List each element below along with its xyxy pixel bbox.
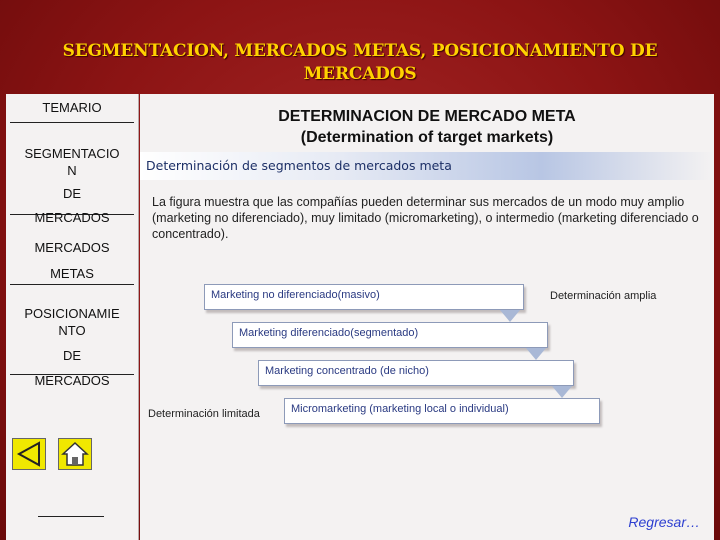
sidebar-item-segmentacion[interactable]: SEGMENTACIO: [24, 146, 120, 161]
sidebar-item-mercados-metas[interactable]: MERCADOS: [34, 240, 110, 255]
step-label: Marketing diferenciado(segmentado): [239, 327, 419, 339]
step-differentiated: [232, 322, 548, 348]
step-undifferentiated: [204, 284, 524, 310]
down-arrow-icon: [552, 386, 572, 398]
down-arrow-icon: [500, 310, 520, 322]
step-label: Micromarketing (marketing local o individual): [291, 403, 509, 415]
home-icon: [59, 439, 91, 469]
sidebar-item-de[interactable]: DE: [62, 186, 82, 201]
section-heading-title: DETERMINACION DE MERCADO META: [278, 108, 576, 125]
regresar-link[interactable]: Regresar…: [628, 514, 700, 530]
divider: [10, 122, 134, 123]
sidebar-item-de-2[interactable]: DE: [62, 348, 82, 363]
sidebar-heading: TEMARIO: [42, 100, 102, 115]
main-panel: [140, 94, 714, 540]
note-limited: Determinación limitada: [148, 408, 260, 420]
step-label: Marketing concentrado (de nicho): [265, 365, 429, 377]
note-broad: Determinación amplia: [550, 290, 657, 302]
sidebar-item-metas[interactable]: METAS: [50, 266, 94, 281]
back-arrow-icon: [13, 439, 45, 469]
step-label: Marketing no diferenciado(masivo): [211, 289, 380, 301]
divider: [10, 284, 134, 285]
step-micromarketing: [284, 398, 600, 424]
home-button[interactable]: [58, 438, 92, 470]
sidebar-item-segmentacion-cont[interactable]: N: [67, 163, 77, 178]
sidebar-item-posicionamiento-cont[interactable]: NTO: [58, 323, 86, 338]
section-heading: [140, 106, 714, 148]
banner: [140, 152, 714, 180]
page-title: SEGMENTACION, MERCADOS METAS, POSICIONAMIENTO DE MERCADOS: [62, 41, 658, 84]
sidebar-item-mercados[interactable]: MERCADOS: [34, 210, 110, 225]
section-heading-subtitle: (Determination of target markets): [300, 129, 554, 146]
sidebar-item-posicionamiento[interactable]: POSICIONAMIE: [24, 306, 120, 321]
sidebar-item-mercados-2[interactable]: MERCADOS: [34, 373, 110, 388]
sidebar: [6, 94, 139, 540]
banner-text: Determinación de segmentos de mercados meta: [146, 158, 452, 173]
step-concentrated: [258, 360, 574, 386]
divider: [38, 516, 104, 517]
down-arrow-icon: [526, 348, 546, 360]
back-button[interactable]: [12, 438, 46, 470]
description-paragraph: La figura muestra que las compañías pueden determinar sus mercados de un modo muy amplio (marketing no diferenciado), muy limitado (micromarketing), o intermedio (marketing diferenciado o concentrado).: [152, 195, 699, 241]
